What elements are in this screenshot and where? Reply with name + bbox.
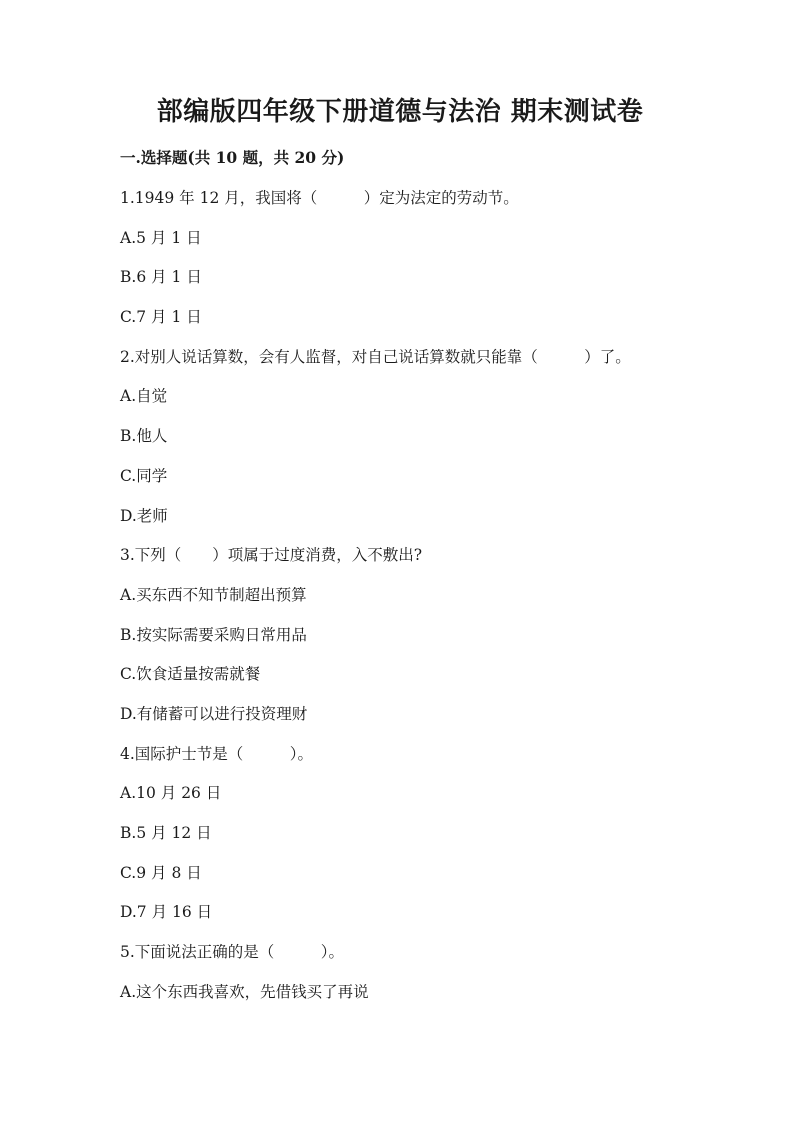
question-1: 1.1949 年 12 月，我国将（ ）定为法定的劳动节。 — [120, 189, 519, 207]
question-4: 4.国际护士节是（ ）。 — [120, 744, 314, 763]
q4-option-a: A.10 月 26 日 — [120, 784, 222, 803]
q1-option-a: A.5 月 1 日 — [120, 228, 202, 247]
question-3: 3.下列（ ）项属于过度消费，入不敷出? — [120, 546, 423, 565]
q2-option-c: C.同学 — [120, 466, 168, 485]
q3-option-a: A.买东西不知节制超出预算 — [120, 585, 307, 604]
q5-option-a: A.这个东西我喜欢，先借钱买了再说 — [120, 982, 369, 1001]
question-5: 5.下面说法正确的是（ ）。 — [120, 943, 345, 962]
q2-option-a: A.自觉 — [120, 387, 168, 406]
question-2: 2.对别人说话算数，会有人监督，对自己说话算数就只能靠（ ）了。 — [120, 347, 631, 366]
q1-option-c: C.7 月 1 日 — [120, 308, 202, 327]
q3-option-c: C.饮食适量按需就餐 — [120, 665, 261, 684]
q4-option-c: C.9 月 8 日 — [120, 863, 202, 882]
q2-option-d: D.老师 — [120, 506, 168, 525]
q2-option-b: B.他人 — [120, 427, 168, 446]
page-title: 部编版四年级下册道德与法治 期末测试卷 — [156, 97, 644, 127]
q3-option-b: B.按实际需要采购日常用品 — [120, 625, 307, 644]
q4-option-b: B.5 月 12 日 — [120, 824, 212, 842]
q4-option-d: D.7 月 16 日 — [120, 903, 213, 922]
section-heading: 一.选择题(共 10 题，共 20 分) — [120, 148, 345, 167]
question-list — [120, 186, 760, 1019]
q1-option-b: B.6 月 1 日 — [120, 268, 202, 287]
q3-option-d: D.有储蓄可以进行投资理财 — [120, 704, 308, 723]
